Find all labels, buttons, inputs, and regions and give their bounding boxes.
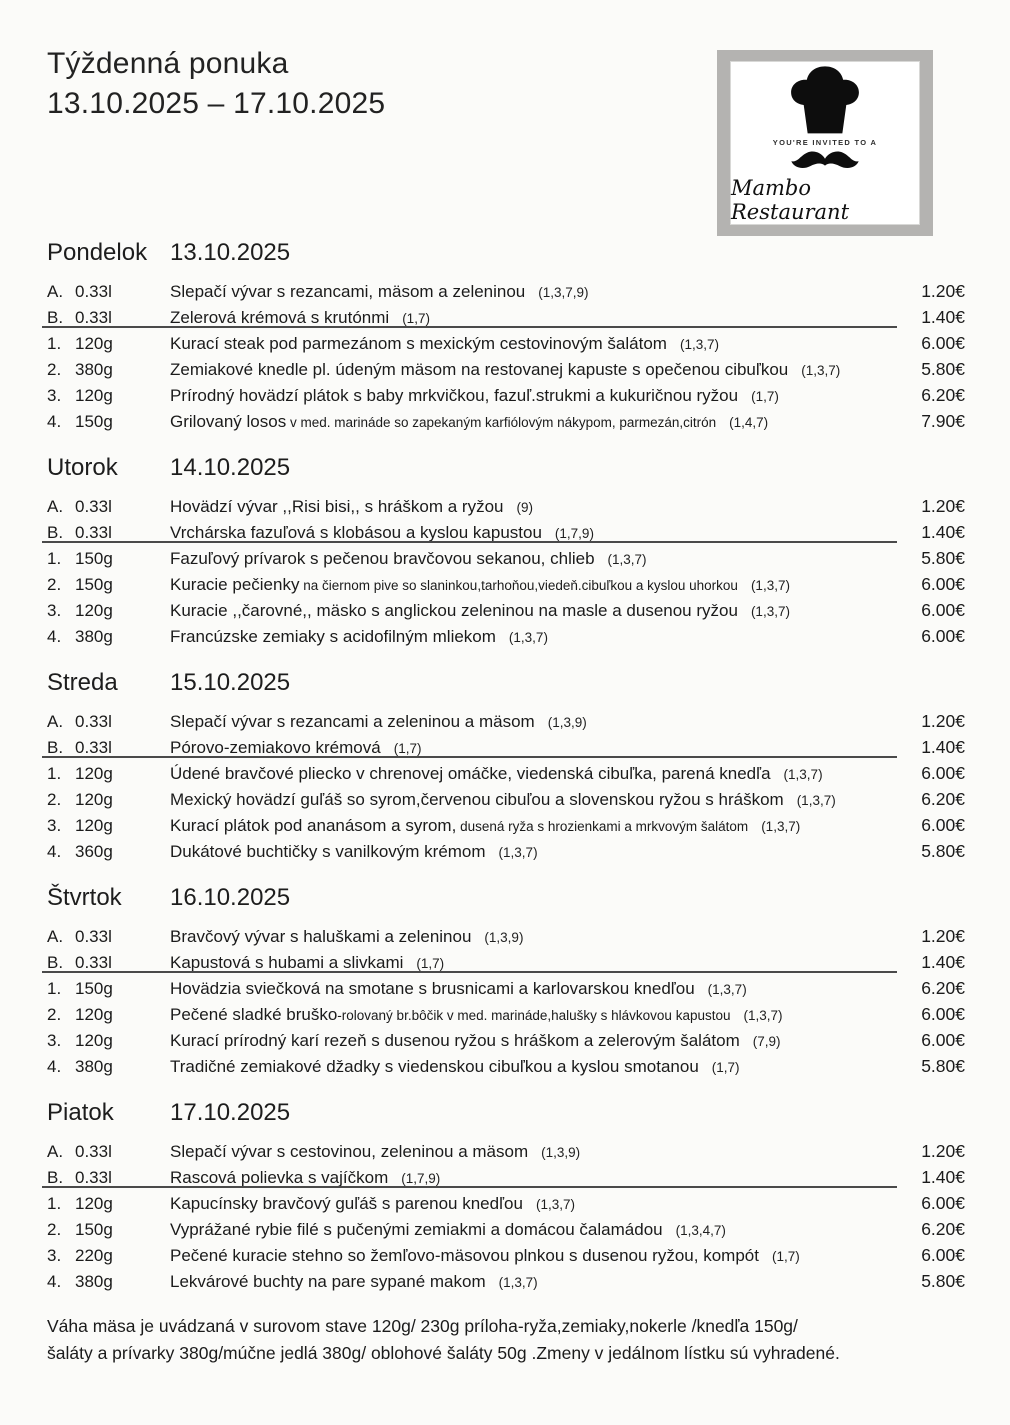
item-name-detail: dusená ryža s hrozienkami a mrkvovým šalátom xyxy=(456,819,749,834)
item-quantity: 120g xyxy=(75,816,113,835)
item-number: 4. xyxy=(47,842,62,861)
menu-item-row xyxy=(47,838,965,864)
menu-item-row xyxy=(47,949,965,975)
menu-item-row xyxy=(47,571,965,597)
item-name xyxy=(170,546,901,573)
restaurant-logo xyxy=(717,50,933,236)
item-price: 5.80€ xyxy=(921,548,965,568)
day-header xyxy=(47,453,965,483)
item-allergens: (1,3,7) xyxy=(750,604,790,619)
item-quantity: 380g xyxy=(75,627,113,646)
item-quantity: 0.33l xyxy=(75,282,112,301)
item-name xyxy=(170,520,901,547)
menu-item-row xyxy=(47,545,965,571)
menu-document xyxy=(47,44,965,1367)
item-number: 3. xyxy=(47,386,62,405)
item-quantity: 380g xyxy=(75,360,113,379)
item-price: 5.80€ xyxy=(921,1271,965,1291)
item-quantity: 120g xyxy=(75,1005,113,1024)
item-number: 4. xyxy=(47,627,62,646)
menu-item-row xyxy=(47,330,965,356)
menu-item-row xyxy=(47,1053,965,1079)
item-allergens: (1,3,7) xyxy=(498,1275,538,1290)
item-allergens: (1,3,7,9) xyxy=(538,285,589,300)
day-date: 14.10.2025 xyxy=(170,454,291,481)
item-name-text: Kurací prírodný karí rezeň s dusenou ryžou s hráškom a zelerovým šalátom xyxy=(170,1031,740,1050)
item-number: 1. xyxy=(47,979,62,998)
item-allergens: (1,7) xyxy=(393,741,422,756)
menu-item-row xyxy=(47,760,965,786)
item-price: 1.20€ xyxy=(921,281,965,301)
day-section xyxy=(47,668,965,864)
day-rows xyxy=(47,708,965,864)
menu-item-row xyxy=(47,408,965,434)
item-quantity: 120g xyxy=(75,601,113,620)
footer-note xyxy=(47,1313,965,1367)
item-number: A. xyxy=(47,712,64,731)
item-number: A. xyxy=(47,1142,64,1161)
menu-item-row xyxy=(47,734,965,760)
item-allergens: (1,7) xyxy=(402,311,430,326)
footer-line-1: Váha mäsa je uvádzaná v surovom stave 120g/ 230g príloha-ryža,zemiaky,nokerle /knedľa 150g/ xyxy=(47,1316,798,1336)
item-quantity: 150g xyxy=(75,979,113,998)
item-price: 6.20€ xyxy=(921,385,965,405)
item-allergens: (1,3,7) xyxy=(783,767,823,782)
item-name xyxy=(170,572,901,599)
item-price: 6.00€ xyxy=(921,600,965,620)
item-allergens: (1,4,7) xyxy=(729,415,769,430)
item-number: 1. xyxy=(47,334,62,353)
item-quantity: 150g xyxy=(75,412,113,431)
item-number: A. xyxy=(47,282,64,301)
item-allergens: (1,3,4,7) xyxy=(675,1223,726,1238)
item-number: B. xyxy=(47,1168,64,1187)
item-allergens: (1,3,9) xyxy=(541,1145,581,1160)
item-name xyxy=(170,1165,901,1192)
item-number: A. xyxy=(47,927,64,946)
item-allergens: (1,7,9) xyxy=(401,1171,441,1186)
menu-item-row xyxy=(47,975,965,1001)
item-allergens: (1,3,7) xyxy=(750,578,790,593)
item-number: 1. xyxy=(47,549,62,568)
item-allergens: (1,3,9) xyxy=(484,930,524,945)
item-name-text: Kurací steak pod parmezánom s mexickým cestovinovým šalátom xyxy=(170,334,667,353)
item-price: 1.40€ xyxy=(921,952,965,972)
item-name xyxy=(170,305,901,332)
menu-item-row xyxy=(47,1001,965,1027)
item-quantity: 150g xyxy=(75,575,113,594)
item-name xyxy=(170,924,901,951)
menu-item-row xyxy=(47,278,965,304)
item-number: A. xyxy=(47,497,64,516)
item-quantity: 120g xyxy=(75,334,113,353)
item-allergens: (1,3,7) xyxy=(796,793,836,808)
item-name-detail: v med. marináde so zapekaným karfiólovým nákypom, parmezán,citrón xyxy=(286,415,717,430)
item-price: 6.00€ xyxy=(921,574,965,594)
item-name xyxy=(170,709,901,736)
item-price: 1.40€ xyxy=(921,737,965,757)
item-quantity: 0.33l xyxy=(75,497,112,516)
menu-item-row xyxy=(47,812,965,838)
day-date: 16.10.2025 xyxy=(170,884,291,911)
item-number: 4. xyxy=(47,1057,62,1076)
item-name xyxy=(170,787,901,814)
menu-item-row xyxy=(47,1216,965,1242)
logo-tagline: YOU'RE INVITED TO A xyxy=(772,137,878,147)
item-name-text: Pečené kuracie stehno so žemľovo-mäsovou plnkou s dusenou ryžou, kompót xyxy=(170,1246,759,1265)
menu-item-row xyxy=(47,1242,965,1268)
item-quantity: 0.33l xyxy=(75,1142,112,1161)
day-section xyxy=(47,453,965,649)
mustache-icon xyxy=(779,150,871,172)
document-header xyxy=(47,44,965,224)
item-quantity: 0.33l xyxy=(75,308,112,327)
item-quantity: 0.33l xyxy=(75,523,112,542)
item-name xyxy=(170,624,901,651)
item-name-detail: na čiernom pive so slaninkou,tarhoňou,viedeň.cibuľkou a kyslou uhorkou xyxy=(299,578,738,593)
item-price: 6.00€ xyxy=(921,1245,965,1265)
menu-days xyxy=(47,238,965,1294)
item-name-text: Kuracie pečienky xyxy=(170,575,300,594)
item-allergens: (1,7) xyxy=(711,1060,740,1075)
item-allergens: (1,3,9) xyxy=(547,715,587,730)
item-name xyxy=(170,1243,901,1270)
item-number: 1. xyxy=(47,1194,62,1213)
item-number: B. xyxy=(47,953,64,972)
day-header xyxy=(47,1098,965,1128)
menu-item-row xyxy=(47,1138,965,1164)
footer-line-2: šaláty a prívarky 380g/múčne jedlá 380g/ oblohové šaláty 50g .Zmeny v jedálnom lístku sú vyhradené. xyxy=(47,1343,840,1363)
item-price: 7.90€ xyxy=(921,411,965,431)
item-quantity: 120g xyxy=(75,1194,113,1213)
item-price: 1.40€ xyxy=(921,522,965,542)
item-name-text: Zemiakové knedle pl. údeným mäsom na restovanej kapuste s opečenou cibuľkou xyxy=(170,360,789,379)
item-name-text: Lekvárové buchty na pare sypané makom xyxy=(170,1272,486,1291)
day-name: Štvrtok xyxy=(47,884,122,911)
item-price: 1.20€ xyxy=(921,496,965,516)
item-name xyxy=(170,761,901,788)
day-name: Streda xyxy=(47,669,118,696)
item-price: 6.00€ xyxy=(921,333,965,353)
item-name-text: Kurací plátok pod ananásom a syrom, xyxy=(170,816,457,835)
item-allergens: (1,7) xyxy=(771,1249,800,1264)
item-quantity: 0.33l xyxy=(75,927,112,946)
day-rows xyxy=(47,493,965,649)
item-name xyxy=(170,1217,901,1244)
item-allergens: (1,7) xyxy=(416,956,445,971)
item-name xyxy=(170,409,901,436)
item-quantity: 120g xyxy=(75,764,113,783)
item-name-text: Bravčový vývar s haluškami a zeleninou xyxy=(170,927,472,946)
item-number: 2. xyxy=(47,1220,62,1239)
item-name-text: Prírodný hovädzí plátok s baby mrkvičkou, fazuľ.strukmi a kukuričnou ryžou xyxy=(170,386,739,405)
menu-item-row xyxy=(47,708,965,734)
day-rows xyxy=(47,278,965,434)
item-price: 6.00€ xyxy=(921,626,965,646)
item-name-text: Fazuľový prívarok s pečenou bravčovou sekanou, chlieb xyxy=(170,549,595,568)
menu-item-row xyxy=(47,623,965,649)
menu-item-row xyxy=(47,519,965,545)
item-name-text: Francúzske zemiaky s acidofilným mliekom xyxy=(170,627,496,646)
item-name-text: Hovädzia sviečková na smotane s brusnicami a karlovarskou knedľou xyxy=(170,979,695,998)
item-name xyxy=(170,1139,901,1166)
item-quantity: 120g xyxy=(75,1031,113,1050)
menu-item-row xyxy=(47,786,965,812)
item-number: 3. xyxy=(47,1031,62,1050)
day-date: 17.10.2025 xyxy=(170,1099,291,1126)
item-quantity: 380g xyxy=(75,1272,113,1291)
item-name xyxy=(170,1028,901,1055)
menu-item-row xyxy=(47,923,965,949)
item-number: B. xyxy=(47,308,64,327)
item-allergens: (1,3,7) xyxy=(535,1197,575,1212)
item-name-text: Slepačí vývar s cestovinou, zeleninou a mäsom xyxy=(170,1142,529,1161)
item-name xyxy=(170,331,901,358)
item-price: 1.20€ xyxy=(921,1141,965,1161)
menu-item-row xyxy=(47,1190,965,1216)
day-name: Piatok xyxy=(47,1099,114,1126)
item-name xyxy=(170,976,901,1003)
item-name-text: Vrchárska fazuľová s klobásou a kyslou kapustou xyxy=(170,523,542,542)
item-name xyxy=(170,839,901,866)
day-header xyxy=(47,883,965,913)
item-quantity: 380g xyxy=(75,1057,113,1076)
item-number: 3. xyxy=(47,1246,62,1265)
item-allergens: (1,3,7) xyxy=(508,630,548,645)
item-name-text: Kapucínsky bravčový guľáš s parenou knedľou xyxy=(170,1194,523,1213)
item-allergens: (1,3,7) xyxy=(679,337,719,352)
menu-item-row xyxy=(47,382,965,408)
item-price: 6.00€ xyxy=(921,1193,965,1213)
item-quantity: 150g xyxy=(75,549,113,568)
item-number: 3. xyxy=(47,601,62,620)
item-allergens: (1,3,7) xyxy=(707,982,747,997)
logo-card xyxy=(730,61,920,225)
item-price: 5.80€ xyxy=(921,359,965,379)
item-name-text: Vyprážané rybie filé s pučenými zemiakmi a domácou čalamádou xyxy=(170,1220,663,1239)
item-number: 3. xyxy=(47,816,62,835)
item-name-text: Mexický hovädzí guľáš so syrom,červenou cibuľou a slovenskou ryžou s hráškom xyxy=(170,790,784,809)
menu-item-row xyxy=(47,1164,965,1190)
item-price: 1.40€ xyxy=(921,307,965,327)
item-quantity: 120g xyxy=(75,790,113,809)
item-quantity: 120g xyxy=(75,386,113,405)
item-price: 6.00€ xyxy=(921,1004,965,1024)
item-number: 2. xyxy=(47,575,62,594)
day-rows xyxy=(47,923,965,1079)
day-name: Utorok xyxy=(47,454,118,481)
day-section xyxy=(47,238,965,434)
item-price: 5.80€ xyxy=(921,841,965,861)
day-section xyxy=(47,1098,965,1294)
item-name-text: Zelerová krémová s krutónmi xyxy=(170,308,390,327)
item-name xyxy=(170,279,901,306)
item-allergens: (1,3,7) xyxy=(743,1008,783,1023)
item-name xyxy=(170,813,901,840)
item-quantity: 360g xyxy=(75,842,113,861)
menu-item-row xyxy=(47,304,965,330)
item-number: 4. xyxy=(47,1272,62,1291)
chef-hat-icon xyxy=(783,64,867,137)
item-price: 1.20€ xyxy=(921,711,965,731)
item-name-text: Grilovaný losos xyxy=(170,412,287,431)
item-quantity: 0.33l xyxy=(75,953,112,972)
item-name-text: Kuracie ,,čarovné,, mäsko s anglickou zeleninou na masle a dusenou ryžou xyxy=(170,601,738,620)
item-allergens: (7,9) xyxy=(752,1034,781,1049)
item-price: 6.00€ xyxy=(921,763,965,783)
item-allergens: (1,3,7) xyxy=(498,845,538,860)
item-price: 6.20€ xyxy=(921,1219,965,1239)
title-text: Týždenná ponuka xyxy=(47,47,289,80)
item-name-text: Rascová polievka s vajíčkom xyxy=(170,1168,389,1187)
item-price: 6.00€ xyxy=(921,1030,965,1050)
item-number: 4. xyxy=(47,412,62,431)
item-price: 6.00€ xyxy=(921,815,965,835)
item-name-text: Údené bravčové pliecko v chrenovej omáčke, viedenská cibuľka, parená knedľa xyxy=(170,764,771,783)
item-name-text: Tradičné zemiakové džadky s viedenskou cibuľkou a kyslou smotanou xyxy=(170,1057,699,1076)
item-name-text: Pečené sladké bruško xyxy=(170,1005,338,1024)
item-name-text: Hovädzí vývar ,,Risi bisi,, s hráškom a ryžou xyxy=(170,497,504,516)
day-header xyxy=(47,238,965,268)
day-date: 13.10.2025 xyxy=(170,239,291,266)
item-number: 2. xyxy=(47,1005,62,1024)
item-allergens: (1,7) xyxy=(751,389,779,404)
item-name-text: Slepačí vývar s rezancami, mäsom a zeleninou xyxy=(170,282,526,301)
item-name xyxy=(170,950,901,977)
item-number: 2. xyxy=(47,360,62,379)
item-name xyxy=(170,1054,901,1081)
item-price: 1.40€ xyxy=(921,1167,965,1187)
day-name: Pondelok xyxy=(47,239,148,266)
item-name-text: Slepačí vývar s rezancami a zeleninou a mäsom xyxy=(170,712,535,731)
day-section xyxy=(47,883,965,1079)
item-name xyxy=(170,383,901,410)
item-quantity: 220g xyxy=(75,1246,113,1265)
item-name xyxy=(170,1269,901,1296)
item-allergens: (1,3,7) xyxy=(761,819,801,834)
item-name-text: Pórovo-zemiakovo krémová xyxy=(170,738,381,757)
menu-item-row xyxy=(47,493,965,519)
item-price: 6.20€ xyxy=(921,789,965,809)
item-number: 1. xyxy=(47,764,62,783)
item-price: 6.20€ xyxy=(921,978,965,998)
item-name xyxy=(170,494,901,521)
date-range: 13.10.2025 – 17.10.2025 xyxy=(47,87,386,120)
item-price: 5.80€ xyxy=(921,1056,965,1076)
item-quantity: 150g xyxy=(75,1220,113,1239)
item-allergens: (1,3,7) xyxy=(801,363,841,378)
item-price: 1.20€ xyxy=(921,926,965,946)
item-quantity: 0.33l xyxy=(75,712,112,731)
item-name-detail: -rolovaný br.bôčik v med. marináde,halušky s hlávkovou kapustou xyxy=(337,1008,731,1023)
menu-item-row xyxy=(47,597,965,623)
item-name xyxy=(170,357,901,384)
day-rows xyxy=(47,1138,965,1294)
menu-item-row xyxy=(47,1027,965,1053)
restaurant-name: Mambo Restaurant xyxy=(731,176,850,224)
item-quantity: 0.33l xyxy=(75,1168,112,1187)
item-name xyxy=(170,1191,901,1218)
menu-item-row xyxy=(47,356,965,382)
item-number: B. xyxy=(47,523,64,542)
item-name-text: Kapustová s hubami a slivkami xyxy=(170,953,404,972)
item-allergens: (1,3,7) xyxy=(607,552,647,567)
item-name-text: Dukátové buchtičky s vanilkovým krémom xyxy=(170,842,486,861)
item-allergens: (1,7,9) xyxy=(554,526,594,541)
item-quantity: 0.33l xyxy=(75,738,112,757)
day-date: 15.10.2025 xyxy=(170,669,291,696)
item-name xyxy=(170,1002,901,1029)
menu-item-row xyxy=(47,1268,965,1294)
item-number: 2. xyxy=(47,790,62,809)
item-number: B. xyxy=(47,738,64,757)
item-allergens: (9) xyxy=(516,500,533,515)
day-header xyxy=(47,668,965,698)
item-name xyxy=(170,598,901,625)
item-name xyxy=(170,735,901,762)
